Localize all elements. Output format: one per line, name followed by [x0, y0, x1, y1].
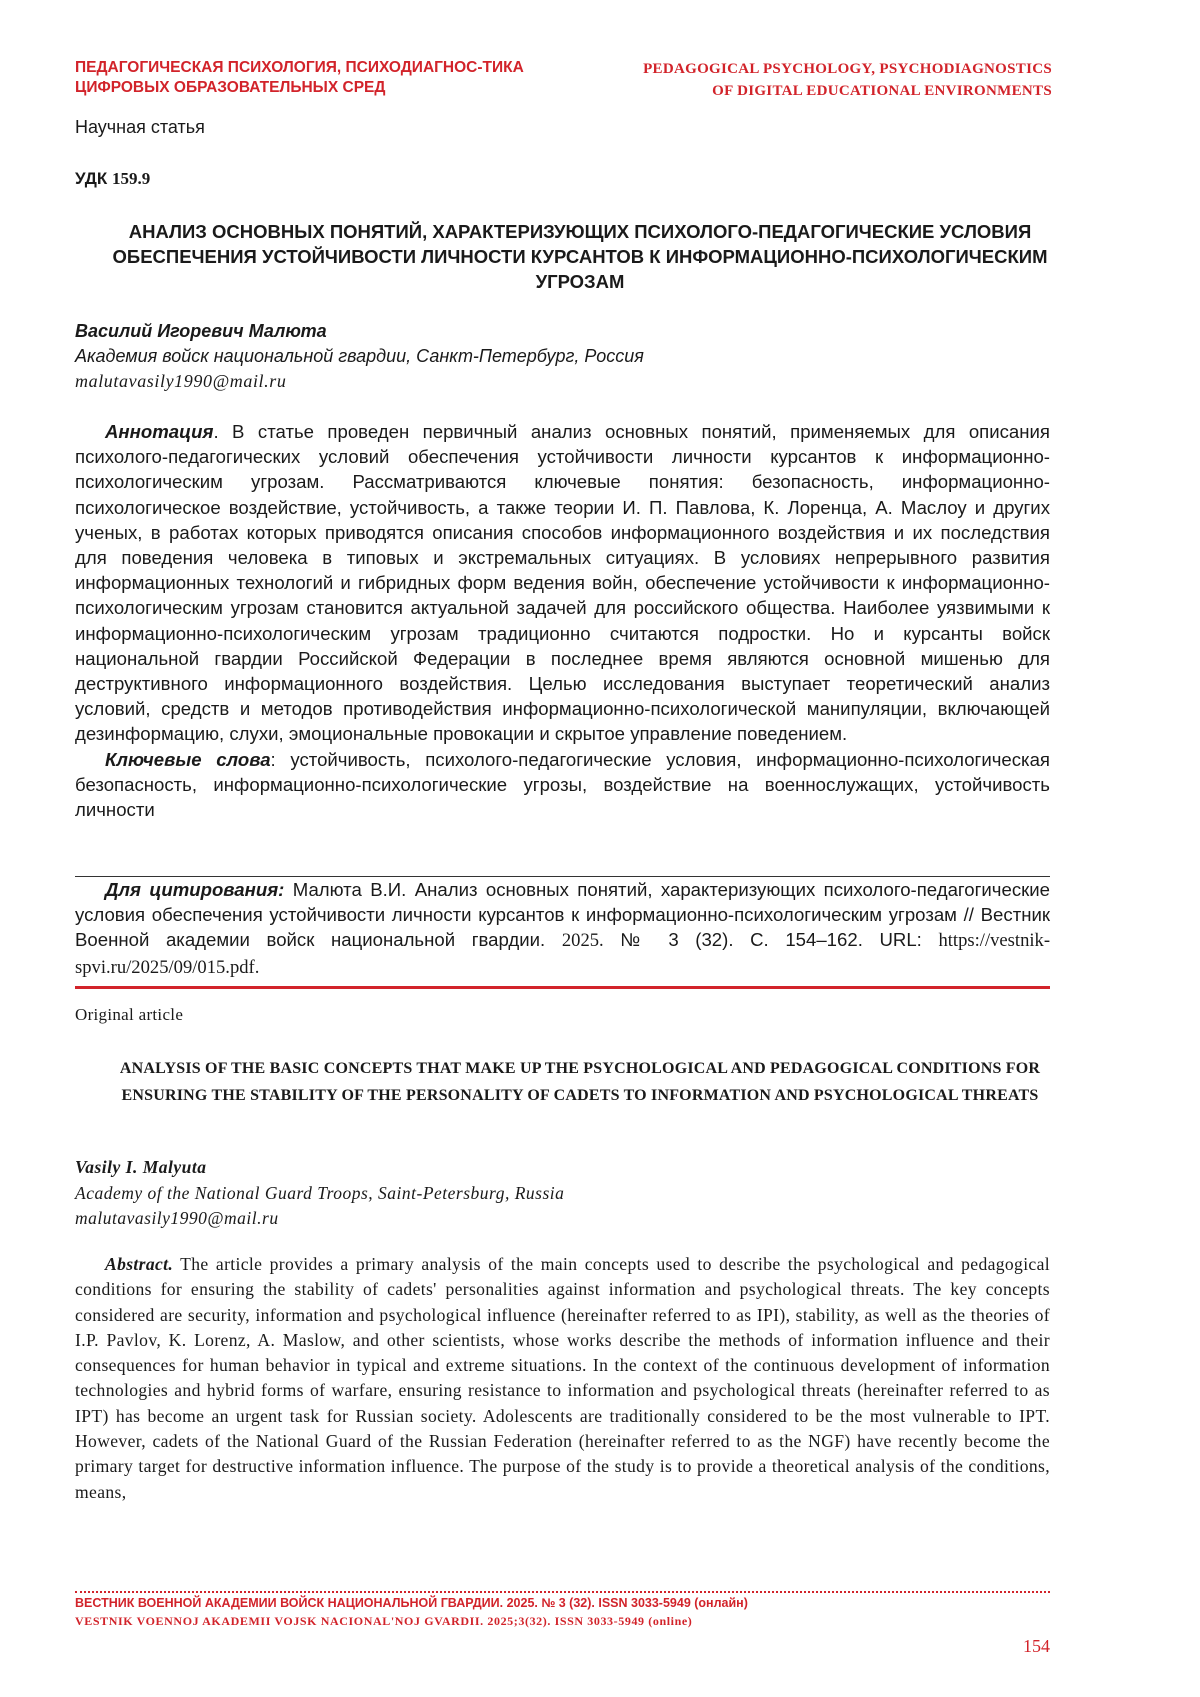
citation-text: Малюта В.И. Анализ основных понятий, характеризующих психолого-педагогические условия обеспечения устойчивости личности курсантов к информационно-психологическим угрозам // Вестник Военной академии войск национальной гвардии.	[75, 879, 1050, 951]
citation-url[interactable]: https://vestnik-spvi.ru/2025/09/015.pdf.	[75, 930, 1051, 978]
page-number: 154	[1023, 1636, 1050, 1656]
author-email-en[interactable]: malutavasily1990@mail.ru	[75, 1208, 279, 1228]
article-type-en: Original article	[75, 1005, 184, 1024]
abstract-text-ru: . В статье проведен первичный анализ основных понятий, применяемых для описания психолого-педагогических условий обеспечения устойчивости личности курсантов к информационно-психологическим угрозам. Рассматриваются ключевые понятия: безопасность, информационно-психологическое воздействие, устойчивость, а также теории И. П. Павлова, К. Лоренца, А. Маслоу и других ученых, в работах которых приводятся описания способов информационного воздействия и их последствия для поведения человека в типовых и экстремальных ситуациях. В условиях непрерывного развития информационных технологий и гибридных форм ведения войн, обеспечение устойчивости к информационно-психологическим угрозам становится актуальной задачей для российского общества. Наиболее уязвимыми к информационно-психологическим угрозам традиционно считаются подростки. Но и курсанты войск национальной гвардии Российской Федерации в последнее время являются основной мишенью для деструктивного информационного воздействия. Целью исследования выступает теоретический анализ условий, средств и методов противодействия информационно-психологической манипуляции, включающей дезинформацию, слухи, эмоциональные провокации и скрытое управление поведением.	[75, 421, 1050, 745]
affiliation-en: Academy of the National Guard Troops, Saint-Petersburg, Russia	[75, 1182, 565, 1203]
footer-journal-ru: ВЕСТНИК ВОЕННОЙ АКАДЕМИИ ВОЙСК НАЦИОНАЛЬНОЙ ГВАРДИИ. 2025. № 3 (32). ISSN 3033-5949 (онлайн)	[75, 1596, 748, 1610]
udk-value: 159.9	[111, 169, 151, 188]
abstract-ru-paragraph	[75, 419, 1050, 747]
udk-label: УДК	[75, 169, 108, 188]
author-email-ru[interactable]: malutavasily1990@mail.ru	[75, 371, 287, 391]
keywords-text-ru: : устойчивость, психолого-педагогические условия, информационно-психологическая безопасность, информационно-психологические угрозы, воздействие на военнослужащих, устойчивость личности	[75, 748, 1050, 821]
affiliation-ru: Академия войск национальной гвардии, Санкт-Петербург, Россия	[75, 346, 644, 366]
citation-paragraph	[75, 877, 1050, 980]
abstract-en	[75, 1252, 1050, 1505]
section-header-en	[560, 58, 1052, 102]
abstract-label-en: Abstract.	[105, 1254, 174, 1274]
citation-box	[75, 876, 1050, 989]
keywords-ru-paragraph	[75, 747, 1050, 823]
section-header-ru: ПЕДАГОГИЧЕСКАЯ ПСИХОЛОГИЯ, ПСИХОДИАГНОС-ТИКА ЦИФРОВЫХ ОБРАЗОВАТЕЛЬНЫХ СРЕД	[75, 59, 524, 96]
citation-year: 2025.	[561, 930, 604, 952]
citation-tail: № 3 (32). С. 154–162. URL:	[620, 929, 922, 951]
article-title-ru: АНАЛИЗ ОСНОВНЫХ ПОНЯТИЙ, ХАРАКТЕРИЗУЮЩИХ ПСИХОЛОГО-ПЕДАГОГИЧЕСКИЕ УСЛОВИЯ ОБЕСПЕЧЕНИЯ УСТОЙЧИВОСТИ ЛИЧНОСТИ КУРСАНТОВ К ИНФОРМАЦИОННО-ПСИХОЛОГИЧЕСКИМ УГРОЗАМ	[112, 221, 1048, 292]
abstract-en-paragraph	[75, 1252, 1050, 1505]
author-name-en: Vasily I. Malyuta	[75, 1157, 207, 1177]
article-type-ru: Научная статья	[75, 117, 205, 137]
footer-journal-en: VESTNIK VOENNOJ AKADEMII VOJSK NACIONAL'NOJ GVARDII. 2025;3(32). ISSN 3033-5949 (online)	[75, 1614, 693, 1628]
section-header-en-line1: PEDAGOGICAL PSYCHOLOGY, PSYCHODIAGNOSTICS	[643, 61, 1052, 77]
keywords-label-ru: Ключевые слова	[105, 748, 271, 770]
article-title-en: ANALYSIS OF THE BASIC CONCEPTS THAT MAKE UP THE PSYCHOLOGICAL AND PEDAGOGICAL CONDITIONS FOR ENSURING THE STABILITY OF THE PERSONALITY OF CADETS TO INFORMATION AND PSYCHOLOGICAL THREATS	[119, 1060, 1041, 1104]
abstract-label-ru: Аннотация	[105, 421, 214, 442]
abstract-ru	[75, 419, 1050, 822]
author-name-ru: Василий Игоревич Малюта	[75, 321, 327, 341]
section-header-en-line2: OF DIGITAL EDUCATIONAL ENVIRONMENTS	[712, 83, 1052, 99]
author-block-en	[75, 1155, 1065, 1232]
footer-divider	[75, 1591, 1050, 1593]
author-block-ru	[75, 319, 1065, 394]
citation-label: Для цитирования:	[105, 879, 285, 900]
udk	[75, 169, 150, 189]
abstract-text-en: The article provides a primary analysis of the main concepts used to describe the psychological and pedagogical conditions for ensuring the stability of cadets' personalities against information and psychological threats. The key concepts considered are security, information and psychological influence (hereinafter referred to as IPI), stability, as well as the theories of I.P. Pavlov, K. Lorenz, A. Maslow, and other scientists, whose works describe the methods of information influence and their consequences for human behavior in typical and extreme situations. In the context of the continuous development of information technologies and hybrid forms of warfare, ensuring resistance to information and psychological threats (hereinafter referred to as IPT) has become an urgent task for Russian society. Adolescents are traditionally considered to be the most vulnerable to IPT. However, cadets of the National Guard of the Russian Federation (hereinafter referred to as the NGF) have recently become the primary target for destructive information influence. The purpose of the study is to provide a theoretical analysis of the conditions, means,	[75, 1254, 1050, 1502]
